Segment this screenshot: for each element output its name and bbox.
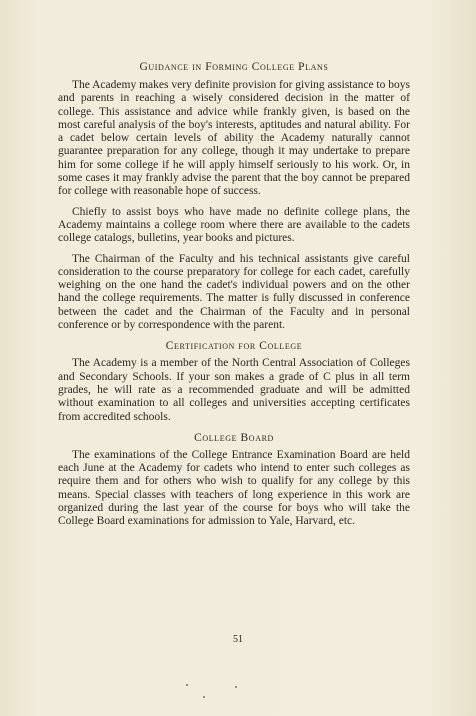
paragraph-college-board: The examinations of the College Entrance Examination Board are held each June at the Academy for cadets who intend to enter such colleges as require them and for others who wish to qualify for any college by this means. Special classes with teachers of long experience in this work are organized during the last year of the course for boys who will take the College Board examinations for admission to Yale, Harvard, etc. bbox=[58, 448, 410, 528]
heading-guidance: Guidance in Forming College Plans bbox=[139, 61, 329, 73]
speck-dot bbox=[203, 696, 205, 698]
page-content bbox=[58, 60, 410, 536]
heading-college-board: College Board bbox=[194, 431, 274, 444]
paragraph-certification: The Academy is a member of the North Central Association of Colleges and Secondary Schools. If your son makes a grade of C plus in all term grades, he will rate as a recommended graduate and will be admitted without examination to all colleges and universities accepting certificates from accredited schools. bbox=[58, 357, 410, 423]
paragraph-college-room: Chiefly to assist boys who have made no definite college plans, the Academy maintains a college room where there are available to the cadets college catalogs, bulletins, year books and pictures. bbox=[58, 205, 410, 245]
paragraph-guidance-provision: The Academy makes very definite provision for giving assistance to boys and parents in reaching a wisely considered decision in the matter of college. This assistance and advice while frankly given, is based on the most careful analysis of the boy's interests, aptitudes and natural ability. For a cadet below certain levels of ability the Academy naturally cannot guarantee preparation for any college, though it may undertake to prepare him for some college if he will apply himself seriously to his work. Or, in some cases it may frankly advise the parent that the boy cannot be prepared for college with reasonable hope of success. bbox=[58, 79, 410, 198]
paragraph-faculty-chairman: The Chairman of the Faculty and his technical assistants give careful consideration to the course preparatory for college for each cadet, carefully weighing on the one hand the cadet's individual powers and on the other hand the college requirements. The matter is fully discussed in conference between the cadet and the Chairman of the Faculty and in personal conference or by correspondence with the parent. bbox=[58, 252, 410, 332]
heading-certification: Certification for College bbox=[165, 340, 303, 353]
speck-dot bbox=[186, 684, 188, 686]
page-number: 51 bbox=[233, 634, 243, 645]
speck-dot bbox=[235, 686, 237, 688]
